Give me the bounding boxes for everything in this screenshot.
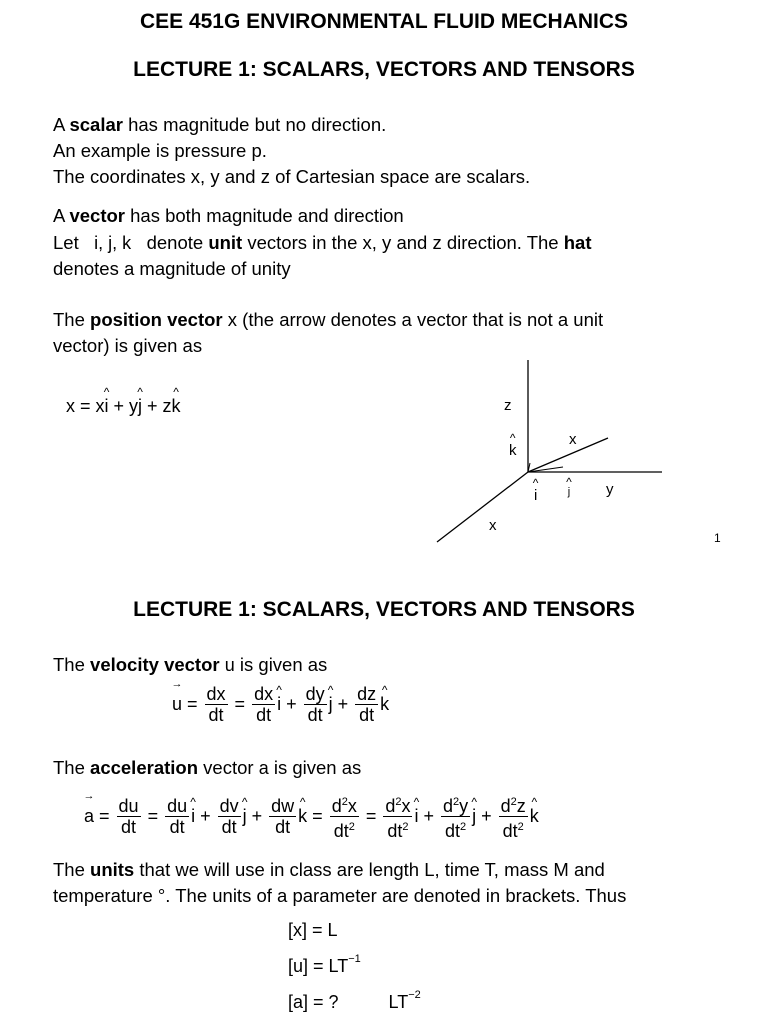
acceleration-equation: → a = $\frac{du}{dt}$ = $\frac{du}{dt}$ ^ i + $\frac{dv}{dt}$ ^ j + $\frac{dw}{dt}$ ^ k = $\frac{d^2x}{dt^2}$ = $\frac{d^2x}{dt^2}$ ^ i + $\frac{d^2y}{dt^2}$ ^ j + $\frac{d^2z}{dt^2}$ ^ k xyxy=(84,792,539,841)
velocity-equation: → u = $\frac{dx}{dt}$ = $\frac{dx}{dt}$ ^ i + $\frac{dy}{dt}$ ^ j + $\frac{dz}{dt}$ ^ k xyxy=(172,684,389,725)
diagram-i-label: ^ i xyxy=(534,487,537,504)
acceleration-line: The acceleration vector a is given as xyxy=(53,757,362,778)
coordinate-axes-diagram xyxy=(420,355,680,555)
slide1-lecture-title: LECTURE 1: SCALARS, VECTORS AND TENSORS xyxy=(133,58,635,81)
unit-vectors-list: i, j, k xyxy=(94,233,132,253)
slide2-lecture-title: LECTURE 1: SCALARS, VECTORS AND TENSORS xyxy=(133,598,635,621)
diagram-position-x-label: x xyxy=(569,431,577,448)
vector-line1: A vector has both magnitude and direction xyxy=(53,205,404,226)
diagram-x-axis-label: x xyxy=(489,517,497,534)
diagram-j-label: ^ j xyxy=(568,486,570,498)
velocity-line: The velocity vector u is given as xyxy=(53,654,328,675)
slide1-course-title: CEE 451G ENVIRONMENTAL FLUID MECHANICS xyxy=(139,10,629,33)
diagram-y-label: y xyxy=(606,481,614,498)
position-vector-equation: x = x ^ i + y ^ j + z ^ k xyxy=(66,396,181,417)
position-line2: vector) is given as xyxy=(53,335,203,356)
unit-eq-velocity: [u] = LT $^{-1}$ xyxy=(288,952,361,976)
x-axis xyxy=(437,472,528,542)
vector-line3: denotes a magnitude of unity xyxy=(53,258,291,279)
diagram-k-label: ^ k xyxy=(509,442,517,459)
diagram-z-label: z xyxy=(504,397,512,414)
unit-eq-acceleration: [a] = ? LT $^{-2}$ xyxy=(288,988,421,1012)
position-line1: The position vector x (the arrow denotes a vector that is not a unit xyxy=(53,309,604,330)
units-line1: The units that we will use in class are length L, time T, mass M and xyxy=(53,859,605,880)
scalar-line2: An example is pressure p. xyxy=(53,140,267,161)
position-vector-line xyxy=(528,438,608,472)
scalar-line1: A scalar has magnitude but no direction. xyxy=(53,114,387,135)
page-number: 1 xyxy=(714,531,721,545)
scalar-line3: The coordinates x, y and z of Cartesian space are scalars. xyxy=(53,166,531,187)
units-line2: temperature °. The units of a parameter are denoted in brackets. Thus xyxy=(53,885,627,906)
acceleration-units-answer: LT xyxy=(388,992,409,1012)
vector-line2: Let i, j, k denote unit vectors in the x, y and z direction. The hat xyxy=(53,232,592,253)
unit-eq-position: [x] = L xyxy=(288,920,338,940)
